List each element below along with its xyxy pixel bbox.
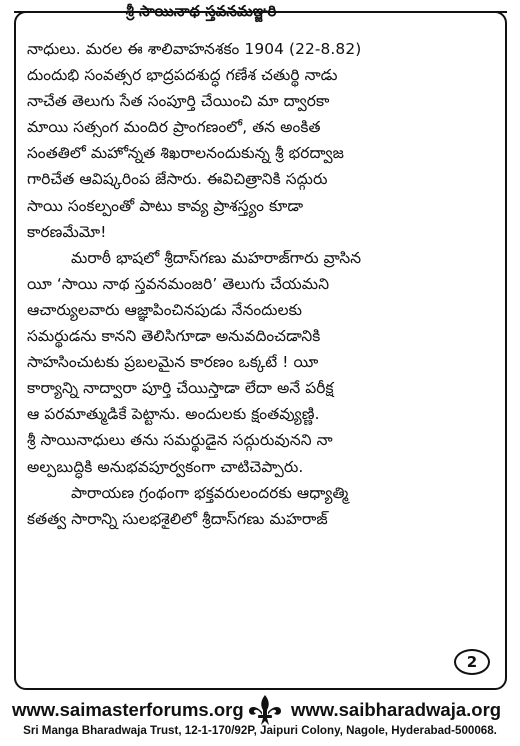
page-title: శ్రీ సాయినాధ స్తవనమఞ్జరి xyxy=(36,1,366,21)
text-line: నాచేత తెలుగు సేత సంపూర్తి చేయించి మా ద్వారకా xyxy=(27,92,330,111)
text-line: సాయి సంకల్పంతో పాటు కావ్య ప్రాశస్త్యం కూడా xyxy=(27,196,304,215)
footer-link-saimasterforums[interactable]: www.saimasterforums.org xyxy=(12,699,244,720)
text-line: కతత్వ సారాన్ని సులభశైలిలో శ్రీదాస్‌గణు మహరాజ్ xyxy=(27,509,328,528)
text-line: శ్రీ సాయినాధులు తను సమర్థుడైన సద్గురువునని నా xyxy=(27,431,333,450)
text-line: అల్పబుద్ధికి అనుభవపూర్వకంగా చాటిచెప్పారు. xyxy=(27,457,304,476)
text-line: సంతతిలో మహోన్నత శిఖరాలనందుకున్న శ్రీ భరద్వాజ xyxy=(27,144,345,163)
body-text xyxy=(27,36,495,532)
footer-link-saibharadwaja[interactable]: www.saibharadwaja.org xyxy=(291,699,502,720)
page-number: 2 xyxy=(454,649,490,675)
text-line: నాధులు. మరల ఈ శాలివాహనశకం 1904 (22-8.82) xyxy=(27,40,362,58)
text-line: సమర్థుడను కానని తెలిసిగూడా అనువదించడానికి xyxy=(27,327,321,346)
text-line: మాయి సత్సంగ మందిర ప్రాంగణంలో, తన అంకిత xyxy=(27,118,321,137)
text-line: కార్యాన్ని నాద్వారా పూర్తి చేయిస్తాడా లేదా అనే పరీక్ష xyxy=(27,379,334,398)
text-line: సాహసించుటకు ప్రబలమైన కారణం ఒక్కటే ! యీ xyxy=(27,353,319,372)
text-line: ఆ పరమాత్ముడికే పెట్టాను. అందులకు క్షంతవ్యుణ్ణి. xyxy=(27,405,320,424)
text-line: పారాయణ గ్రంథంగా భక్తవరులందరకు ఆధ్యాత్మి xyxy=(71,483,349,502)
fleur-de-lis-icon xyxy=(246,693,284,727)
text-line: గారిచేత ఆవిష్కరింప జేసారు. ఈవిచిత్రానికి సద్గురు xyxy=(27,170,328,189)
text-line: దుందుభి సంవత్సర భాద్రపదశుద్ధ గణేశ చతుర్థి నాడు xyxy=(27,66,338,85)
text-line: మరాఠీ భాషలో శ్రీదాస్‌గణు మహరాజ్‌గారు వ్రాసిన xyxy=(71,248,362,267)
text-line: ఆచార్యులవారు ఆజ్ఞాపించినపుడు నేనందులకు xyxy=(27,300,303,319)
text-line: యీ ‘సాయి నాథ స్తవనమంజరి’ తెలుగు చేయమని xyxy=(27,274,330,293)
footer-address: Sri Manga Bharadwaja Trust, 12-1-170/92P, Jaipuri Colony, Nagole, Hyderabad-500068. xyxy=(23,724,497,737)
text-line: కారణమేమో! xyxy=(27,222,107,241)
